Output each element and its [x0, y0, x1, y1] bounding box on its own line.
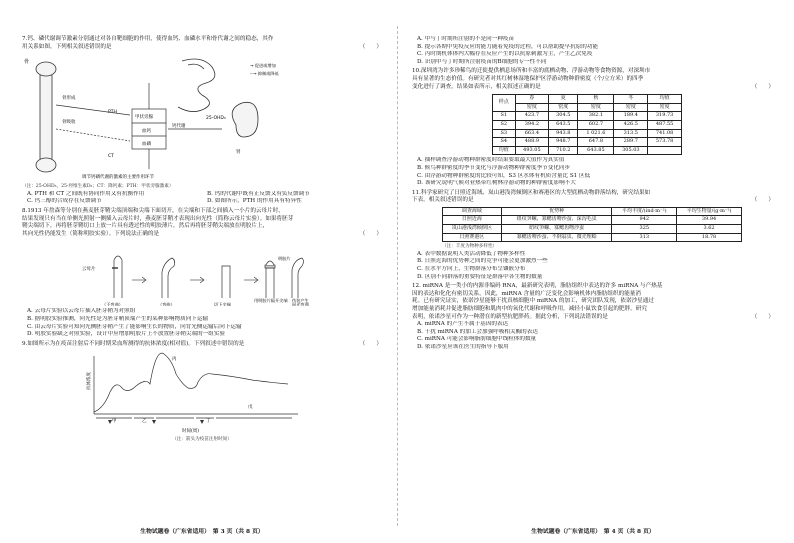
q11-line-1: 11.科学家研究了日照近海域、岚山港浅湾倾倒区和赛港区的大型底栖动物群落结构，研究结果如 [412, 189, 651, 196]
table-header-row [443, 207, 742, 216]
table-header-row [493, 95, 682, 104]
table-cell: 304.5 [549, 112, 578, 121]
table-cell: 1 021.6 [578, 129, 614, 138]
table-cell: 189.4 [614, 112, 648, 121]
table-cell: 942 [612, 216, 677, 225]
q11-note: （注：丰度为物种多样性） [442, 244, 498, 250]
coleoptile-3 [222, 266, 230, 298]
table-header-cell: 春 [515, 95, 549, 104]
q8-line-3: 鞘尖端切下，再将胚芽鞘切口上放一片具有透过性的明胶薄片，然后再将胚芽鞘尖端放在明胶片上， [22, 223, 269, 230]
table-cell: 710.2 [549, 146, 578, 155]
q7-option-b[interactable]: B. 钙的代谢中既有正反馈又有负反馈调节 [207, 190, 310, 197]
table-cell: 426.5 [614, 120, 648, 129]
table-row [443, 216, 742, 225]
q10-line-3: 变化进行了调查，结果如表所示，相关叙述正确的是 [412, 83, 541, 90]
table-cell [648, 146, 682, 155]
phase-label-5: 戊 [248, 405, 253, 411]
pth-label: PTH [108, 110, 117, 116]
coleoptile-experiments [22, 240, 322, 306]
q11-line-2: 下表。相关叙述错误的是 [412, 197, 474, 204]
table-cell: 493.05 [515, 146, 549, 155]
table-header-cell: 平均生物量/(g·m⁻²) [677, 207, 742, 216]
table-header-cell: 夏 [549, 95, 578, 104]
bend-label: （弯曲） [158, 302, 175, 307]
table-row [443, 225, 742, 234]
table-row [493, 120, 682, 129]
table-cell: 寡鳃齿吻沙蚕、不倒翁虫、微壳理蛤 [501, 233, 612, 242]
table-row [493, 146, 682, 155]
q11-option-c[interactable]: C. 在水平方向上，生物群落分布呈镶嵌分布 [417, 266, 526, 273]
table-cell: 纽纹笋螺、寡鳃齿吻沙蚕、深沟毛虫 [501, 216, 612, 225]
bone-label: 骨 [24, 59, 30, 66]
table-cell: 948.7 [549, 138, 578, 147]
q12-option-b[interactable]: B. 干扰 miRNA 的加工会加强呼吸相关酶的表达 [417, 328, 538, 335]
coleoptile-2 [162, 258, 175, 298]
q10-option-b[interactable]: B. 候鸟种群密度的季节变化与浮游动物种群密度季节变化同步 [417, 164, 571, 171]
table-cell: 663.4 [515, 129, 549, 138]
bone-drawing [36, 62, 56, 172]
q10-line-1: 10.深圳湾为许多珍稀鸟的迁徙提供栖息场所和丰富的底栖动物、浮游动物等食物资源，对深圳市 [412, 68, 651, 75]
q7-note: （注：25-OHD₃、25-羟维生素D₃；CT：降钙素；PTH：甲状旁腺激素） [22, 184, 174, 190]
benthic-community-table [442, 207, 742, 242]
table-row [493, 138, 682, 147]
gelatin-label: 明胶片 [278, 256, 291, 262]
table-header-cell: 平均丰度/(ind·m⁻²) [612, 207, 677, 216]
q12-line-4: 增加能量消耗并促进脂肪细胞和肌肉中的氧化代谢和呼吸作用，减轻小鼠饮食引起的肥胖。研究 [412, 306, 647, 312]
table-cell: 313 [612, 233, 677, 242]
table-cell: 日照近海 [443, 216, 502, 225]
table-cell: S2 [493, 120, 516, 129]
q7-figure-caption: 调节钙磷代谢的激素的主要作用环节 [82, 175, 154, 181]
bone-resorption-label: 骨吸收 [62, 120, 76, 126]
mica-label: 云母片 [82, 267, 96, 273]
injection-arrow-3 [200, 420, 204, 424]
q12-line-3: 耗。已有研究证实，依诺沙星能够干扰真核细胞中 miRNA 的加工，研究团队发现，依诺沙星通过 [412, 298, 654, 305]
gelatin-tip-label: 用明胶片隔开尖端 [254, 298, 288, 304]
page-3-footer: 生物试题卷（广东省适用） 第 3 页（共 8 页） [140, 529, 264, 536]
table-cell: 647.8 [578, 138, 614, 147]
bone-formation-label: 骨形成 [62, 96, 76, 102]
q9-option-c[interactable]: C. 丙时期机体体内大幅存在反应产生的以抗原刺激为主，产生乙次免疫 [417, 51, 593, 58]
table-cell: 日照赛港区 [443, 233, 502, 242]
q12-option-a[interactable]: A. miRNA 的产生不属于基因的表达 [417, 321, 509, 328]
table-cell: 643.5 [549, 120, 578, 129]
q12-line-2: 因的表达和化化有密切关系，因此，miRNA 含量的广泛变化会影响机体内脂肪组织的能量消 [412, 290, 641, 297]
q8-line-2: 结果发现只有当在单侧光照射一侧插入云母片时，燕麦胚芽鞘才表现出向光性（简称云母片实验）。如果将胚芽 [22, 215, 294, 222]
q12-option-d[interactable]: D. 依诺沙星应该在医生的指导下服用 [417, 343, 509, 350]
question-7 [22, 36, 382, 206]
intestine-drawing [178, 59, 215, 112]
q9-figure [22, 350, 382, 434]
serum-p-label: 血磷 [142, 142, 151, 148]
q10-option-c[interactable]: C. 由浮游动物种群密度的比较可知，S3 区水体有机质含量比 S1 区低 [417, 172, 591, 179]
phase-label-4: 丁 [206, 419, 211, 425]
table-header-cell: 冬 [614, 95, 648, 104]
table-cell: 纽纹笋螺、寡鳃齿吻沙蚕 [501, 225, 612, 234]
injection-arrow-2 [152, 420, 156, 424]
table-cell: 39.94 [677, 216, 742, 225]
q9-option-b[interactable]: B. 提示各期中免疫反应的能力随着免疫的过程，可以帮助提早抗原的功能 [417, 43, 599, 50]
coleoptile-4 [266, 268, 274, 298]
q7-option-a[interactable]: A. PTH 和 CT 之间既有协同作用又有抗衡作用 [27, 190, 145, 197]
table-cell: 488.9 [515, 138, 549, 147]
table-cell: 305.03 [614, 146, 648, 155]
q7-stem-line-2: 用关系如图。下列相关叙述错误的是 [22, 43, 112, 50]
table-cell: 943.8 [549, 129, 578, 138]
q8-line-1: 8.1913 年詹森等分别在燕麦胚芽鞘尖端顶端和尖端下面切开，在尖端和下部之间插入一小片的云母片时， [22, 207, 284, 214]
table-cell: 573.78 [648, 138, 682, 147]
table-header-cell: 密度 [549, 103, 578, 112]
q10-option-a[interactable]: A. 抽样调查浮游动物种群密度时结果要取最大值作为真实值 [417, 157, 565, 164]
table-header-cell: 优势种 [501, 207, 612, 216]
q8-option-d[interactable]: D. 明胶实验缺乏对照实验，设计中应增加明胶片上不放置胚芽鞘尖端的一组实验 [27, 331, 226, 338]
phase-label-1: 甲 [112, 419, 117, 425]
pseudo-label: 伪装产生 [292, 298, 309, 304]
table-header-cell: 调查海域 [443, 207, 502, 216]
q7-option-c[interactable]: C. 钙三醇的合成存在反馈调节 [27, 198, 102, 205]
vitd-label: 25-OHD₃ [206, 116, 226, 122]
parathyroid-label: 甲状旁腺 [135, 115, 153, 121]
q8-option-c[interactable]: C. 由云母片实验可知向光侧胚芽鞘产生了能影响生长的物质，向背光侧运输后向下运输 [27, 323, 242, 330]
q10-line-2: 具有显著的生态价值。有研究者对其红树林湿地保护区浮游动物种群密度（个/立方米）的四季 [412, 75, 644, 82]
antibody-curve [22, 350, 322, 434]
table-cell: S1 [493, 112, 516, 121]
column-divider [397, 26, 398, 526]
table-cell: 均值 [493, 146, 516, 155]
q8-figure [22, 240, 382, 306]
q8-option-b[interactable]: B. 据明胶实验推测，向光性是为胚芽鞘顶端产生的某种影响物质向下运输 [27, 315, 209, 322]
q8-answer-bracket: （ ） [359, 230, 382, 237]
q9-stem: 9.如图所示为在疫苗注射后不同时期采血所测得的抗体浓度(相对值)。下列叙述中错误的是 [22, 340, 245, 347]
table-header-cell: 密度 [648, 103, 682, 112]
table-cell: 423.7 [515, 112, 549, 121]
q9-option-d[interactable]: D. 识别甲与丁时期所注射疫苗的B细胞的专一性不同 [417, 58, 547, 65]
question-12 [412, 283, 774, 351]
question-9 [22, 341, 382, 444]
page-3-column [22, 0, 382, 543]
table-cell: 岚山港浅湾倾倒区 [443, 225, 502, 234]
table-cell: 313.5 [614, 129, 648, 138]
q10-option-d[interactable]: D. 该研究说明气候对亚热带红树林浮游动物的种群密度影响不大 [417, 180, 576, 187]
page-4-footer: 生物试题卷（广东省适用） 第 4 页（共 8 页） [531, 529, 655, 536]
question-10 [412, 68, 774, 187]
table-cell: 487.55 [648, 120, 682, 129]
table-cell: 394.2 [515, 120, 549, 129]
q9-answer-bracket: （ ） [359, 340, 382, 347]
q7-stem-line-1: 7.钙、磷代谢调节激素分别通过对各自靶细胞的作用，使得血钙、血磷水平和骨代谢之间的稳态，其作 [22, 36, 274, 42]
question-11 [412, 190, 774, 282]
zooplankton-density-table [492, 94, 682, 155]
q8-line-4: 其向光性仍能发生（简称明胶实验）。下列说法正确的是 [22, 230, 160, 237]
ct-label: CT [108, 154, 114, 160]
page-4-column [412, 0, 774, 543]
q9-option-a[interactable]: A. 甲与丁时期所注射的不是同一种疫苗 [417, 36, 515, 42]
table-header-cell: 密度 [614, 103, 648, 112]
table-header-row [493, 103, 682, 112]
table-row [443, 233, 742, 242]
no-bend-label: （不弯曲） [102, 302, 123, 307]
table-cell: 643.85 [578, 146, 614, 155]
q10-answer-bracket: （ ） [751, 83, 774, 90]
table-cell: S4 [493, 138, 516, 147]
table-row [493, 112, 682, 121]
table-cell: 741.08 [648, 129, 682, 138]
q12-line-5: 表明，依诺沙星可作为一种潜在的新型抗肥胖药。据此分析，下列说法错误的是 [412, 313, 608, 320]
x-axis-label: 时间(周) [182, 429, 200, 435]
q9-caption: （注：箭头为疫苗注射时间） [172, 437, 232, 443]
ca-metab-label: 钙代谢 [172, 124, 186, 130]
table-cell: S3 [493, 129, 516, 138]
table-header-cell: 密度 [578, 103, 614, 112]
response-label: 向光弯曲 [292, 302, 309, 307]
q7-answer-bracket: （ ） [359, 43, 382, 50]
table-header-cell: 样点 [493, 95, 516, 112]
q11-option-a[interactable]: A. 表中数据说明人类活动降低了物种多样性 [417, 250, 526, 257]
y-axis-label: 抗体浓度 [87, 372, 92, 391]
q12-answer-bracket: （ ） [751, 313, 774, 320]
table-row [493, 129, 682, 138]
question-9-options [412, 36, 774, 66]
table-cell: 289.7 [614, 138, 648, 147]
kidney-drawing [232, 103, 258, 138]
q8-option-a[interactable]: A. 云母片实验以云母片插入胚芽鞘为对照组 [27, 308, 136, 315]
table-cell: 18.78 [677, 233, 742, 242]
q11-option-d[interactable]: D. 区别不同群落的重要特征是群落中各生物的数量 [417, 273, 543, 280]
table-cell: 382.1 [578, 112, 614, 121]
kidney-label: 肾 [236, 150, 241, 156]
phase-label-2: 乙 [142, 419, 147, 425]
q12-option-c[interactable]: C. miRNA 可能会影响脂肪细胞中线粒体的数量 [417, 336, 537, 343]
q12-line-1: 12. miRNA 是一类小的内源非编码 RNA，最新研究表明，脂肪组织中表达的许多 miRNA 与产热基 [412, 283, 663, 290]
q11-option-b[interactable]: B. 日照近海的优势种之间的竞争可能会更加激烈一些 [417, 258, 548, 265]
q11-answer-bracket: （ ） [751, 197, 774, 204]
q7-figure [22, 53, 382, 181]
legend-promote: → 促进或增加 [250, 63, 276, 69]
table-cell: 3.62 [677, 225, 742, 234]
table-header-cell: 密度 [515, 103, 549, 112]
coleoptile-1 [114, 256, 122, 298]
phase-label-3: 丙 [172, 357, 177, 363]
antibody-concentration-line [94, 353, 288, 412]
table-header-cell: 均值 [648, 95, 682, 104]
calcium-regulation-diagram [22, 53, 322, 181]
question-8 [22, 208, 382, 339]
serum-ca-label: 血钙 [142, 129, 151, 135]
cut-tip-label: 切下尖端 [214, 302, 231, 307]
table-cell: 325 [612, 225, 677, 234]
legend-inhibit: --→ 抑制或降低 [250, 71, 279, 77]
table-cell: 319.73 [648, 112, 682, 121]
table-header-cell: 秋 [578, 95, 614, 104]
q7-option-d[interactable]: D. 如图所示，PTH 的作用具有特异性 [207, 198, 302, 205]
table-cell: 602.7 [578, 120, 614, 129]
